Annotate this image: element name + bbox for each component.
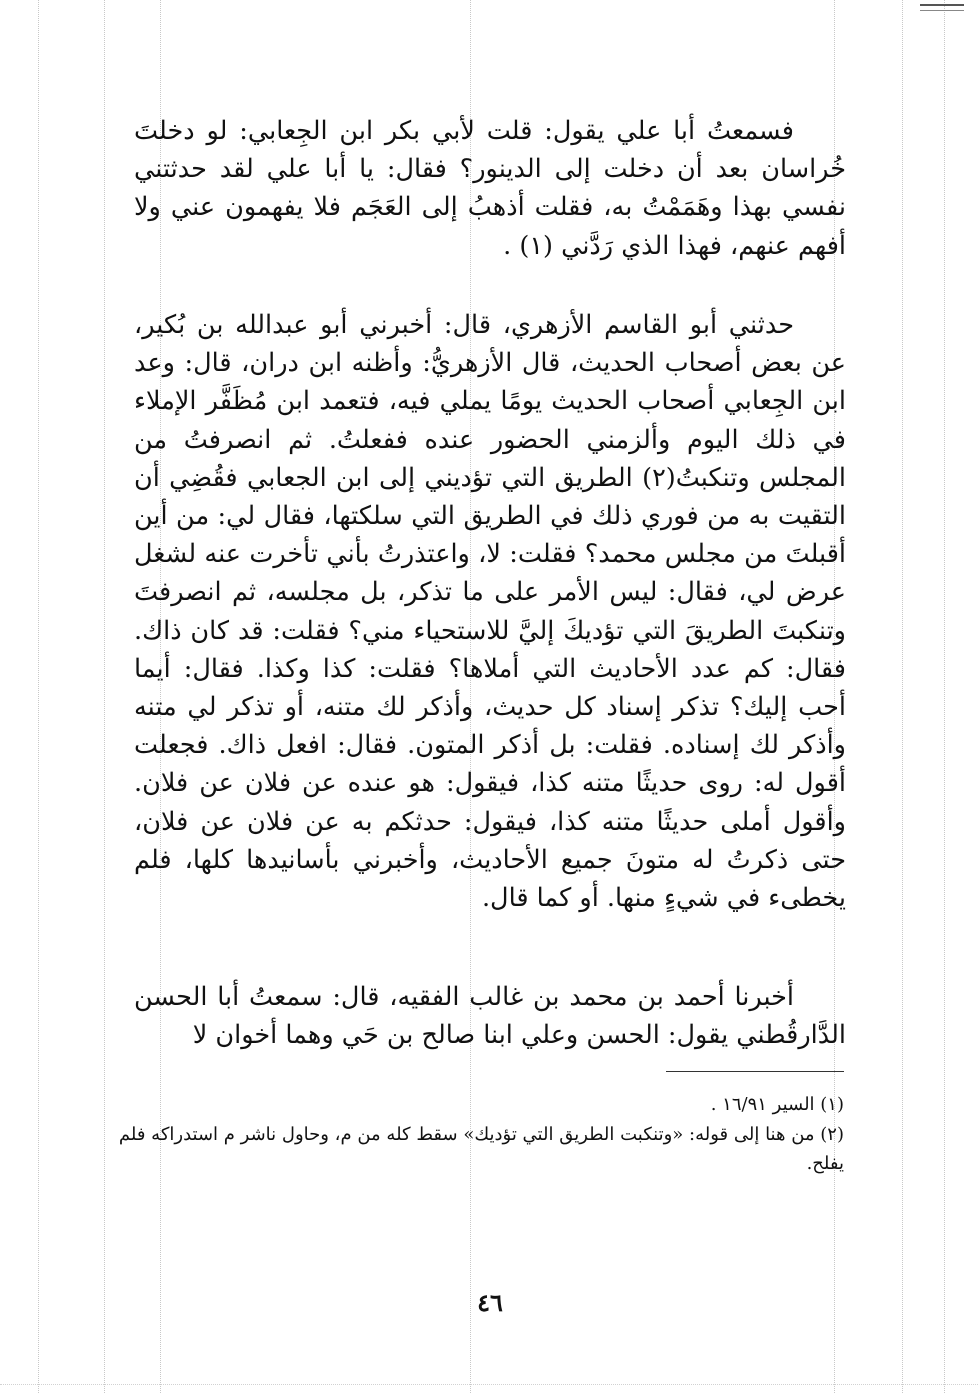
page-number: ٤٦ [477,1288,503,1317]
scan-guide [944,0,945,1393]
footnote-1: (١) السير ١٦/٩١ . [710,1094,844,1115]
scan-guide [0,1384,978,1385]
scan-mark [920,4,964,6]
paragraph-3: أخبرنا أحمد بن محمد بن غالب الفقيه، قال: سمعتُ أبا الحسن الدَّارقُطني يقول: الحسن وعلي ابنا صالح بن حَي وهما أخوان لا [134,982,846,1051]
paragraph-1: فسمعتُ أبا علي يقول: قلت لأبي بكر ابن الجِعابي: لو دخلتَ خُراسان بعد أن دخلت إلى الدينور؟ فقال: يا أبا علي لقد حدثتني نفسي بهذا وهَمَمْتُ به، فقلت أذهبُ إلى العَجَم فلا يفهمون عني ولا أفهم عنهم، فهذا الذي رَدَّني (١) . [134,116,846,261]
footnotes [118,1090,844,1174]
paragraph-2: حدثني أبو القاسم الأزهري، قال: أخبرني أبو عبدالله بن بُكير، عن بعض أصحاب الحديث، قال الأزهريُّ: وأظنه ابن دران، قال: وعد ابن الجِعابي أصحاب الحديث يومًا يملي فيه، فتعمد ابن مُظَفَّر الإملاء في ذلك اليوم وألزمني الحضور عنده ففعلتُ. ثم انصرفتُ من المجلس وتنكبتُ(٢) الطريق التي تؤديني إلى ابن الجعابي فقُضِي أن التقيت به من فوري ذلك في الطريق التي سلكتها، فقال لي: من أين أقبلتَ من مجلس محمد؟ فقلت: لا، واعتذرتُ بأني تأخرت عنه لشغل عرض لي، فقال: ليس الأمر على ما تذكر، بل مجلسه، ثم انصرفتَ وتنكبتَ الطريقَ التي تؤديكَ إليَّ للاستحياء مني؟ فقلت: قد كان ذاك. فقال: كم عدد الأحاديث التي أملاها؟ فقلت: كذا وكذا. فقال: أيما أحب إليك؟ تذكر إسناد كل حديث، وأذكر لك متنه، أو تذكر لي متنه وأذكر لك إسناده. فقلت: بل أذكر المتون. فقال: افعل ذاك. فجعلت أقول له: روى حديثًا متنه كذا، فيقول: هو عنده عن فلان عن فلان. وأقول أملى حديثًا متنه كذا، فيقول: حدثكم به عن فلان عن فلان، حتى ذكرتُ له متونَ جميع الأحاديث، وأخبرني بأسانيدها كلها، فلم يخطىء في شيءٍ منها. أو كما قال. [134,310,846,914]
scan-mark [920,10,964,11]
scan-guide [38,0,39,1393]
footnote-separator [666,1071,844,1072]
footnote-2: (٢) من هنا إلى قوله: «وتنكبت الطريق التي تؤديك» سقط كله من م، وحاول ناشر م استدراكه فلم يفلح. [118,1124,844,1174]
scan-guide [902,0,903,1393]
scan-guide [104,0,105,1393]
